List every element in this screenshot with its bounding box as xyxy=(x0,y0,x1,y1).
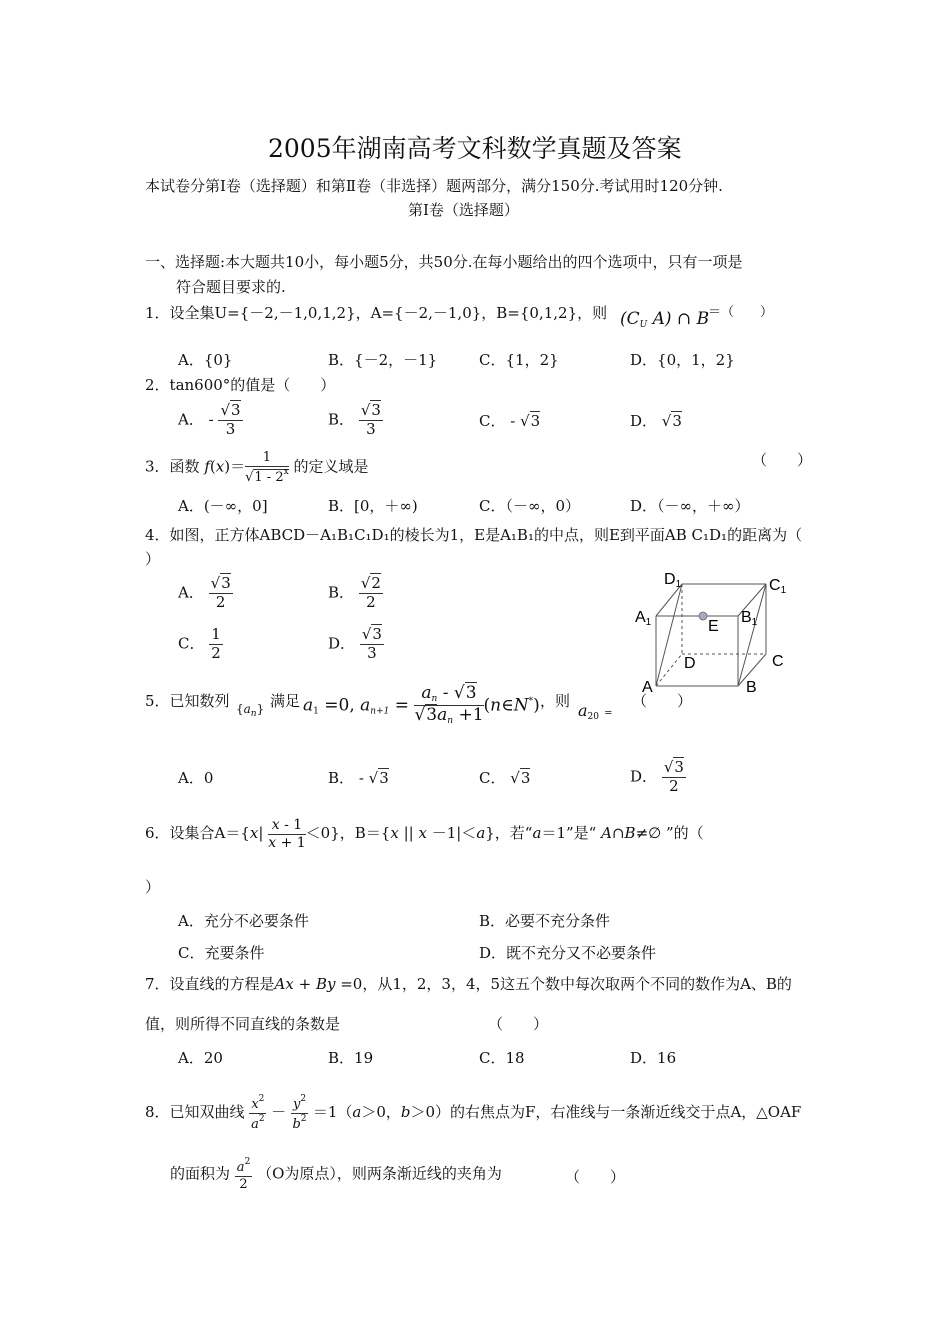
q6-option-d: D．既不充分又不必要条件 xyxy=(479,944,657,962)
denominator: 2 xyxy=(366,592,376,611)
q2-b-label: B． xyxy=(328,410,355,429)
q7-option-d: D．16 xyxy=(630,1049,677,1067)
q6-stem-cont: ） xyxy=(145,878,161,896)
q1-option-b: B．{－2，－1} xyxy=(328,351,438,369)
q4-option-d: D． $\frac{√3}{3}$ xyxy=(328,625,382,662)
q3-option-b: B．[0，＋∞) xyxy=(328,497,418,515)
q2-a-label: A． xyxy=(178,410,204,429)
sqrt-value: 3 xyxy=(371,401,381,419)
q5-stem-c: ，则 xyxy=(540,692,571,710)
q3-option-c: C．（－∞，0） xyxy=(479,497,581,515)
numerator: 1 xyxy=(211,625,221,643)
label-a1: A1 xyxy=(635,609,652,628)
point-e xyxy=(699,612,707,620)
label-e: E xyxy=(708,618,719,635)
q8-paren: （ ） xyxy=(565,1168,626,1186)
q7-stem: 7．设直线的方程是Ax + By =0，从1，2，3，4，5这五个数中每次取两个不同的数作为A、B的 xyxy=(145,975,792,993)
q6-option-a: A．充分不必要条件 xyxy=(178,912,309,930)
q7-option-a: A．20 xyxy=(178,1049,223,1067)
q8-stem-b: ＝1（ xyxy=(312,1103,353,1122)
label-a: A xyxy=(642,679,653,696)
q5-option-d: D． $\frac{√3}{2}$ xyxy=(630,758,684,795)
a-var: a xyxy=(476,824,486,843)
a-var: a xyxy=(243,702,251,716)
x-var: x xyxy=(215,457,225,476)
q7-stem-cont: 值，则所得不同直线的条数是 xyxy=(145,1015,341,1033)
q5-stem-a: 5．已知数列 xyxy=(145,692,230,710)
minus-sign: - xyxy=(208,410,214,429)
q5-formula: $a_1 =0$, $a_{n+1}$ = $\frac{a_n - √3}{√3a_n +1}$ (n∈N*) xyxy=(303,683,540,727)
label-d1: D1 xyxy=(664,571,682,590)
sqrt-value: 3 xyxy=(672,412,682,430)
section-heading-cont: 符合题目要求的. xyxy=(176,278,286,296)
part-heading: 第Ⅰ卷（选择题） xyxy=(408,201,519,219)
q4-d-label: D． xyxy=(328,634,356,653)
label-b: B xyxy=(746,679,757,696)
q6-stem-a: 6．设集合A＝{ xyxy=(145,824,250,843)
q1-option-d: D．{0，1，2} xyxy=(630,351,735,369)
f-symbol: f xyxy=(204,457,210,476)
q4-a-label: A． xyxy=(178,583,204,602)
q5-option-c: C． √3 xyxy=(479,769,531,787)
sqrt-value: 3 xyxy=(520,769,531,787)
q2-stem: 2．tan600°的值是（ ） xyxy=(145,376,336,394)
q7-stem-b: ，从1，2，3，4，5这五个数中每次取两个不同的数作为A、B的 xyxy=(362,975,792,993)
sqrt-value: 3 xyxy=(530,412,541,430)
q2-c-label: C． xyxy=(479,412,506,430)
a-var: a xyxy=(352,1103,362,1122)
q5-paren: （ ） xyxy=(632,692,693,710)
q8-stem: 8．已知双曲线 $\frac{x^2}{a^2}$ － $\frac{y^2}{b^2}$ ＝1（a＞0，b＞0）的右焦点为F，右准线与一条渐近线交于点A，△OAF xyxy=(145,1094,802,1132)
q8-line2-b: （O为原点），则两条渐近线的夹角为 xyxy=(257,1164,502,1183)
q2-option-a: A． - $\frac{√3}{3}$ xyxy=(178,401,241,438)
q4-option-b: B． $\frac{√2}{2}$ xyxy=(328,574,381,611)
q7-paren: （ ） xyxy=(488,1015,549,1033)
q4-b-label: B． xyxy=(328,583,355,602)
q6-stem-b: ＜0}，B＝{ xyxy=(305,824,391,843)
q5-stem-b: 满足 xyxy=(270,692,301,710)
q5-d-label: D． xyxy=(630,767,658,786)
exam-intro: 本试卷分第Ⅰ卷（选择题）和第Ⅱ卷（非选择）题两部分，满分150分.考试用时120分钟. xyxy=(145,177,723,195)
q2-d-label: D． xyxy=(630,412,658,430)
q3-option-a: A．(－∞，0] xyxy=(178,497,268,515)
q5-a20: $a_{20}$ = xyxy=(578,701,613,722)
n-sub: n xyxy=(250,709,257,719)
q2-option-c: C． - √3 xyxy=(479,412,541,430)
cube-figure xyxy=(630,568,800,698)
q8-stem-d: ＞0）的右焦点为F，右准线与一条渐近线交于点A，△OAF xyxy=(410,1103,802,1122)
b-var: b xyxy=(400,1103,411,1122)
denominator: 2 xyxy=(669,776,679,795)
q8-stem-c: ＞0， xyxy=(361,1103,401,1122)
numerator: 1 xyxy=(245,451,289,467)
q6-option-b: B．必要不充分条件 xyxy=(479,912,611,930)
q4-c-label: C． xyxy=(178,634,205,653)
sub-20: 20 xyxy=(587,712,599,722)
q5-c-label: C． xyxy=(479,769,506,787)
q8-stem-a: 8．已知双曲线 xyxy=(145,1103,245,1122)
q3-stem-a: 3．函数 xyxy=(145,457,200,476)
page-title: 2005年湖南高考文科数学真题及答案 xyxy=(268,134,682,163)
q4-stem: 4．如图，正方体ABCD－A₁B₁C₁D₁的棱长为1，E是A₁B₁的中点，则E到平面AB C₁D₁的距离为（ xyxy=(145,526,803,544)
section-heading: 一、选择题:本大题共10小，每小题5分，共50分.在每小题给出的四个选项中，只有一项是 xyxy=(145,253,743,271)
q8-stem-cont: 的面积为 $\frac{a^2}{2}$ （O为原点），则两条渐近线的夹角为 xyxy=(170,1157,502,1192)
q6-stem-d: }，若“ xyxy=(485,824,533,843)
q6-stem: 6．设集合A＝{x| $\frac{x - 1}{x + 1}$ ＜0}，B＝{x || x －1|＜a}，若“a＝1”是“ A∩B≠∅ ”的（ xyxy=(145,817,704,851)
sqrt-value: 3 xyxy=(372,625,382,643)
q7-option-b: B．19 xyxy=(328,1049,374,1067)
equals: ＝ xyxy=(230,457,246,476)
sqrt-value: 3 xyxy=(379,769,389,787)
q3-option-d: D．（－∞，＋∞） xyxy=(630,497,750,515)
q8-line2-a: 的面积为 xyxy=(170,1164,231,1183)
denominator: 2 xyxy=(215,592,226,611)
label-b1: B1 xyxy=(741,609,758,628)
q5-b-label: B． xyxy=(328,769,355,787)
q1-formula: ($C_U$ A) ∩ B xyxy=(620,309,710,330)
label-c1: C1 xyxy=(769,577,787,596)
q1-option-c: C．{1，2} xyxy=(479,351,559,369)
minus-sign: - xyxy=(358,769,364,787)
denominator: 3 xyxy=(366,419,376,438)
q6-stem-e: ＝1”是“ xyxy=(541,824,597,843)
a-var: a xyxy=(578,701,588,720)
q3-stem-b: 的定义域是 xyxy=(293,457,369,476)
q7-option-c: C．18 xyxy=(479,1049,525,1067)
sqrt-value: 2 xyxy=(371,574,381,592)
q6-option-c: C．充要条件 xyxy=(178,944,265,962)
q4-option-c xyxy=(178,627,223,662)
q7-stem-a: 7．设直线的方程是 xyxy=(145,975,275,993)
q6-stem-f: ”的（ xyxy=(665,824,704,843)
minus-sign: - xyxy=(510,412,516,430)
q6-stem-c: －1|＜ xyxy=(431,824,477,843)
q5-option-b: B． - √3 xyxy=(328,769,389,787)
denominator: 3 xyxy=(225,419,236,438)
q3-stem: 3．函数 f(x)＝ $\frac{1}{√1 - 2^x}$ 的定义域是 xyxy=(145,450,369,485)
denominator: 2 xyxy=(211,643,221,662)
sqrt-value: 3 xyxy=(221,574,231,592)
q4-stem-cont: ） xyxy=(145,550,161,568)
q1-tail: ＝（ ） xyxy=(708,305,774,320)
q2-option-b: B． $\frac{√3}{3}$ xyxy=(328,401,381,438)
q2-option-d: D． √3 xyxy=(630,412,682,430)
sqrt-value: 3 xyxy=(231,401,241,419)
q3-paren: （ ） xyxy=(752,451,813,469)
q1-stem: 1．设全集U={－2,－1,0,1,2}，A={－2,－1,0}，B={0,1,2}，则 xyxy=(145,304,608,322)
q5-option-a: A．0 xyxy=(178,769,214,787)
q5-seq: $\{a_n\}$ xyxy=(236,702,265,719)
label-d: D xyxy=(684,655,696,672)
label-c: C xyxy=(772,653,784,670)
q4-option-a: A． $\frac{√3}{2}$ xyxy=(178,574,231,611)
denominator: 3 xyxy=(367,643,377,662)
sqrt-value: 3 xyxy=(674,758,684,776)
q1-option-a: A．{0} xyxy=(178,351,233,369)
a-var: a xyxy=(532,824,542,843)
